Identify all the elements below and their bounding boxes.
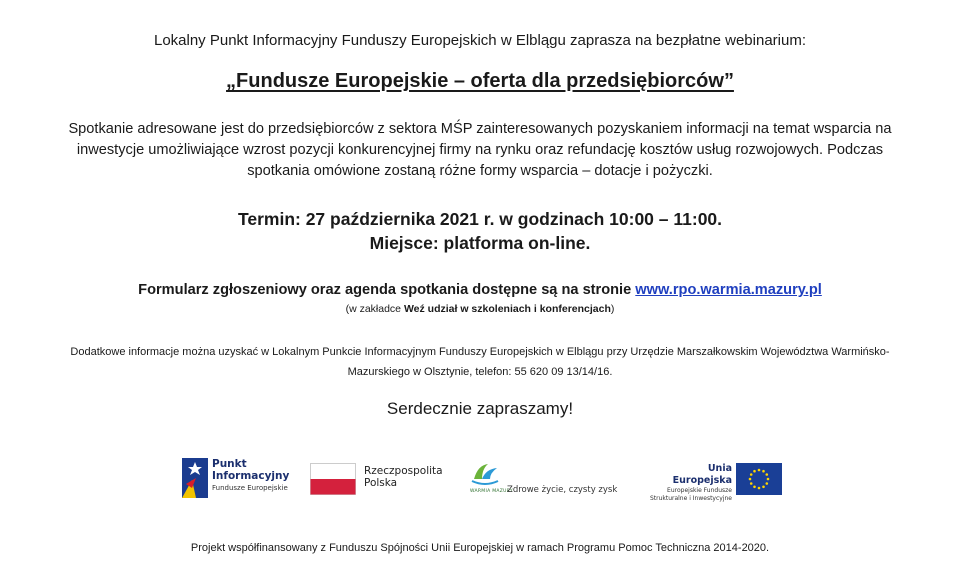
description-line: inwestycje umożliwiające wzrost pozycji konkurencyjnej firmy na rynku oraz refundację kosztów usług rozwojowych. Podczas [76,142,884,158]
eu-star [753,470,756,473]
warmia-small-label: WARMIA MAZURY [470,489,513,494]
webinar-title-text: „Fundusze Europejskie – oferta dla przedsiębiorców” [226,70,734,92]
eu-star [767,478,770,481]
additional-info-line: Mazurskiego w Olsztynie, telefon: 55 620 09 13/14/16. [347,366,613,378]
additional-info-line: Dodatkowe informacje można uzyskać w Lokalnym Punkcie Informacyjnym Funduszy Europejskich w Elblągu przy Urzędzie Marszałkowskim Województwa Warmińsko- [70,346,890,358]
fe-emblem-icon [182,458,208,498]
unia-europejska-logo [646,455,786,505]
eu-star [762,485,765,488]
eu-star [758,469,761,472]
description-line: Spotkanie adresowane jest do przedsiębiorców z sektora MŚP zainteresowanych pozyskaniem informacji na temat wsparcia na [68,121,892,137]
punkt-logo-text: Punkt Informacyjny Fundusze Europejskie [212,458,290,492]
eu-star [762,470,765,473]
warmia-mazury-emblem-icon [470,461,500,487]
eu-star [758,487,761,490]
rzeczpospolita-polska-logo [310,455,450,505]
event-term: Termin: 27 października 2021 r. w godzinach 10:00 – 11:00. [237,209,723,229]
punkt-informacyjny-logo [182,455,292,505]
warmia-mazury-logo [470,455,620,505]
eu-star [765,482,768,485]
polish-flag-icon [310,463,356,495]
description [0,119,960,182]
event-place: Miejsce: platforma on-line. [369,233,591,253]
note-tab-name: Weź udział w szkoleniach i konferencjach [403,303,611,315]
event-details [0,207,960,255]
note-prefix: (w zakładce [345,303,402,315]
note-suffix: ) [610,303,615,315]
rpo-website-link[interactable]: www.rpo.warmia.mazury.pl [635,282,822,298]
registration-note [0,303,960,315]
eu-flag-icon [736,463,782,495]
eu-star [749,478,752,481]
eu-star [753,485,756,488]
eu-logo-text: Unia Europejska Europejskie Fundusze Strukturalne i Inwestycyjne [649,463,732,502]
logo-bar [0,455,960,505]
eu-star [765,473,768,476]
eu-star [750,473,753,476]
description-line: spotkania omówione zostaną różne formy wsparcia – dotacje i pożyczki. [247,163,713,179]
registration-text: Formularz zgłoszeniowy oraz agenda spotkania dostępne są na stronie [138,282,632,298]
eu-star [750,482,753,485]
footer-text: Projekt współfinansowany z Funduszu Spójności Unii Europejskiej w ramach Programu Pomoc Techniczna 2014-2020. [190,542,770,554]
webinar-title [0,70,960,93]
additional-info [0,342,960,382]
registration-info [0,282,960,298]
intro-text: Lokalny Punkt Informacyjny Funduszy Europejskich w Elblągu zaprasza na bezpłatne webinarium: [153,32,806,49]
closing-text: Serdecznie zapraszamy! [386,399,574,418]
rp-logo-text: Rzeczpospolita Polska [364,465,443,489]
warmia-slogan: Zdrowe życie, czysty zysk [507,485,618,495]
